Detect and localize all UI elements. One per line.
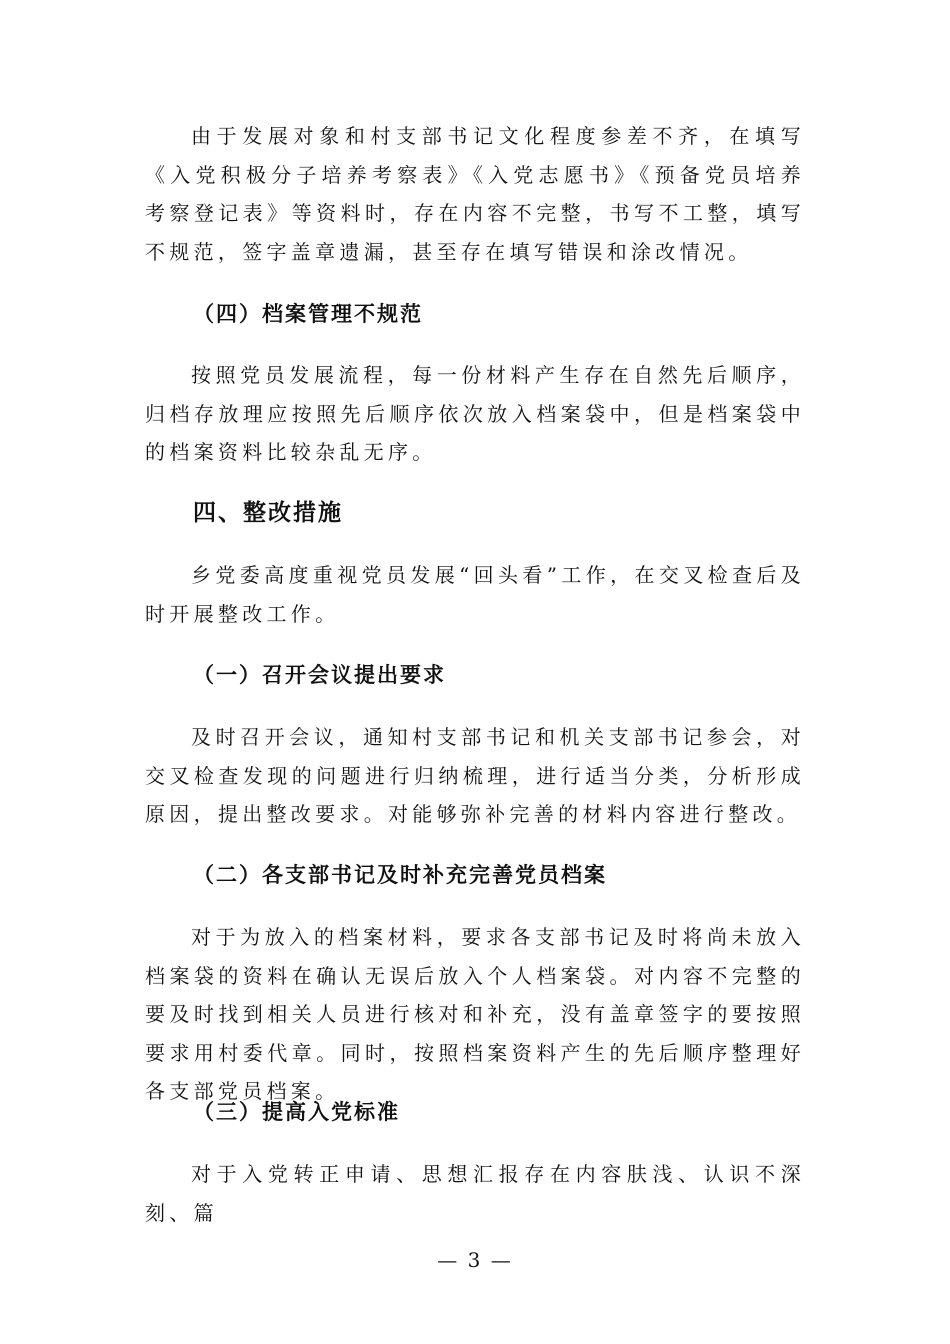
page-number: — 3 —	[437, 1248, 513, 1272]
paragraph-3	[145, 556, 805, 633]
paragraph-4	[145, 718, 805, 834]
paragraph-text: 及时召开会议，通知村支部书记和机关支部书记参会，对交叉检查发现的问题进行归纳梳理，进行适当分类，分析形成原因，提出整改要求。对能够弥补完善的材料内容进行整改。	[145, 725, 805, 826]
paragraph-6	[145, 1155, 805, 1225]
section-heading-four: 四、整改措施	[193, 500, 343, 526]
paragraph-2	[145, 356, 805, 472]
subheading-one: （一）召开会议提出要求	[193, 663, 446, 687]
paragraph-1	[145, 117, 805, 271]
subheading-two: （二）各支部书记及时补充完善党员档案	[193, 863, 607, 887]
subheading-four: （四）档案管理不规范	[193, 302, 423, 326]
paragraph-text: 由于发展对象和村支部书记文化程度参差不齐，在填写《入党积极分子培养考察表》《入党志愿书》《预备党员培养考察登记表》等资料时，存在内容不完整，书写不工整，填写不规范，签字盖章遗漏，甚至存在填写错误和涂改情况。	[145, 124, 805, 264]
paragraph-text: 乡党委高度重视党员发展“回头看”工作，在交叉检查后及时开展整改工作。	[145, 563, 805, 626]
paragraph-5	[145, 918, 805, 1111]
paragraph-text: 对于为放入的档案材料，要求各支部书记及时将尚未放入档案袋的资料在确认无误后放入个人档案袋。对内容不完整的要及时找到相关人员进行核对和补充，没有盖章签字的要按照要求用村委代章。同时，按照档案资料产生的先后顺序整理好各支部党员档案。	[145, 925, 805, 1103]
paragraph-text: 对于入党转正申请、思想汇报存在内容肤浅、认识不深刻、篇	[145, 1162, 805, 1225]
paragraph-text: 按照党员发展流程，每一份材料产生存在自然先后顺序，归档存放理应按照先后顺序依次放入档案袋中，但是档案袋中的档案资料比较杂乱无序。	[145, 363, 805, 464]
subheading-three: （三）提高入党标准	[193, 1100, 400, 1124]
